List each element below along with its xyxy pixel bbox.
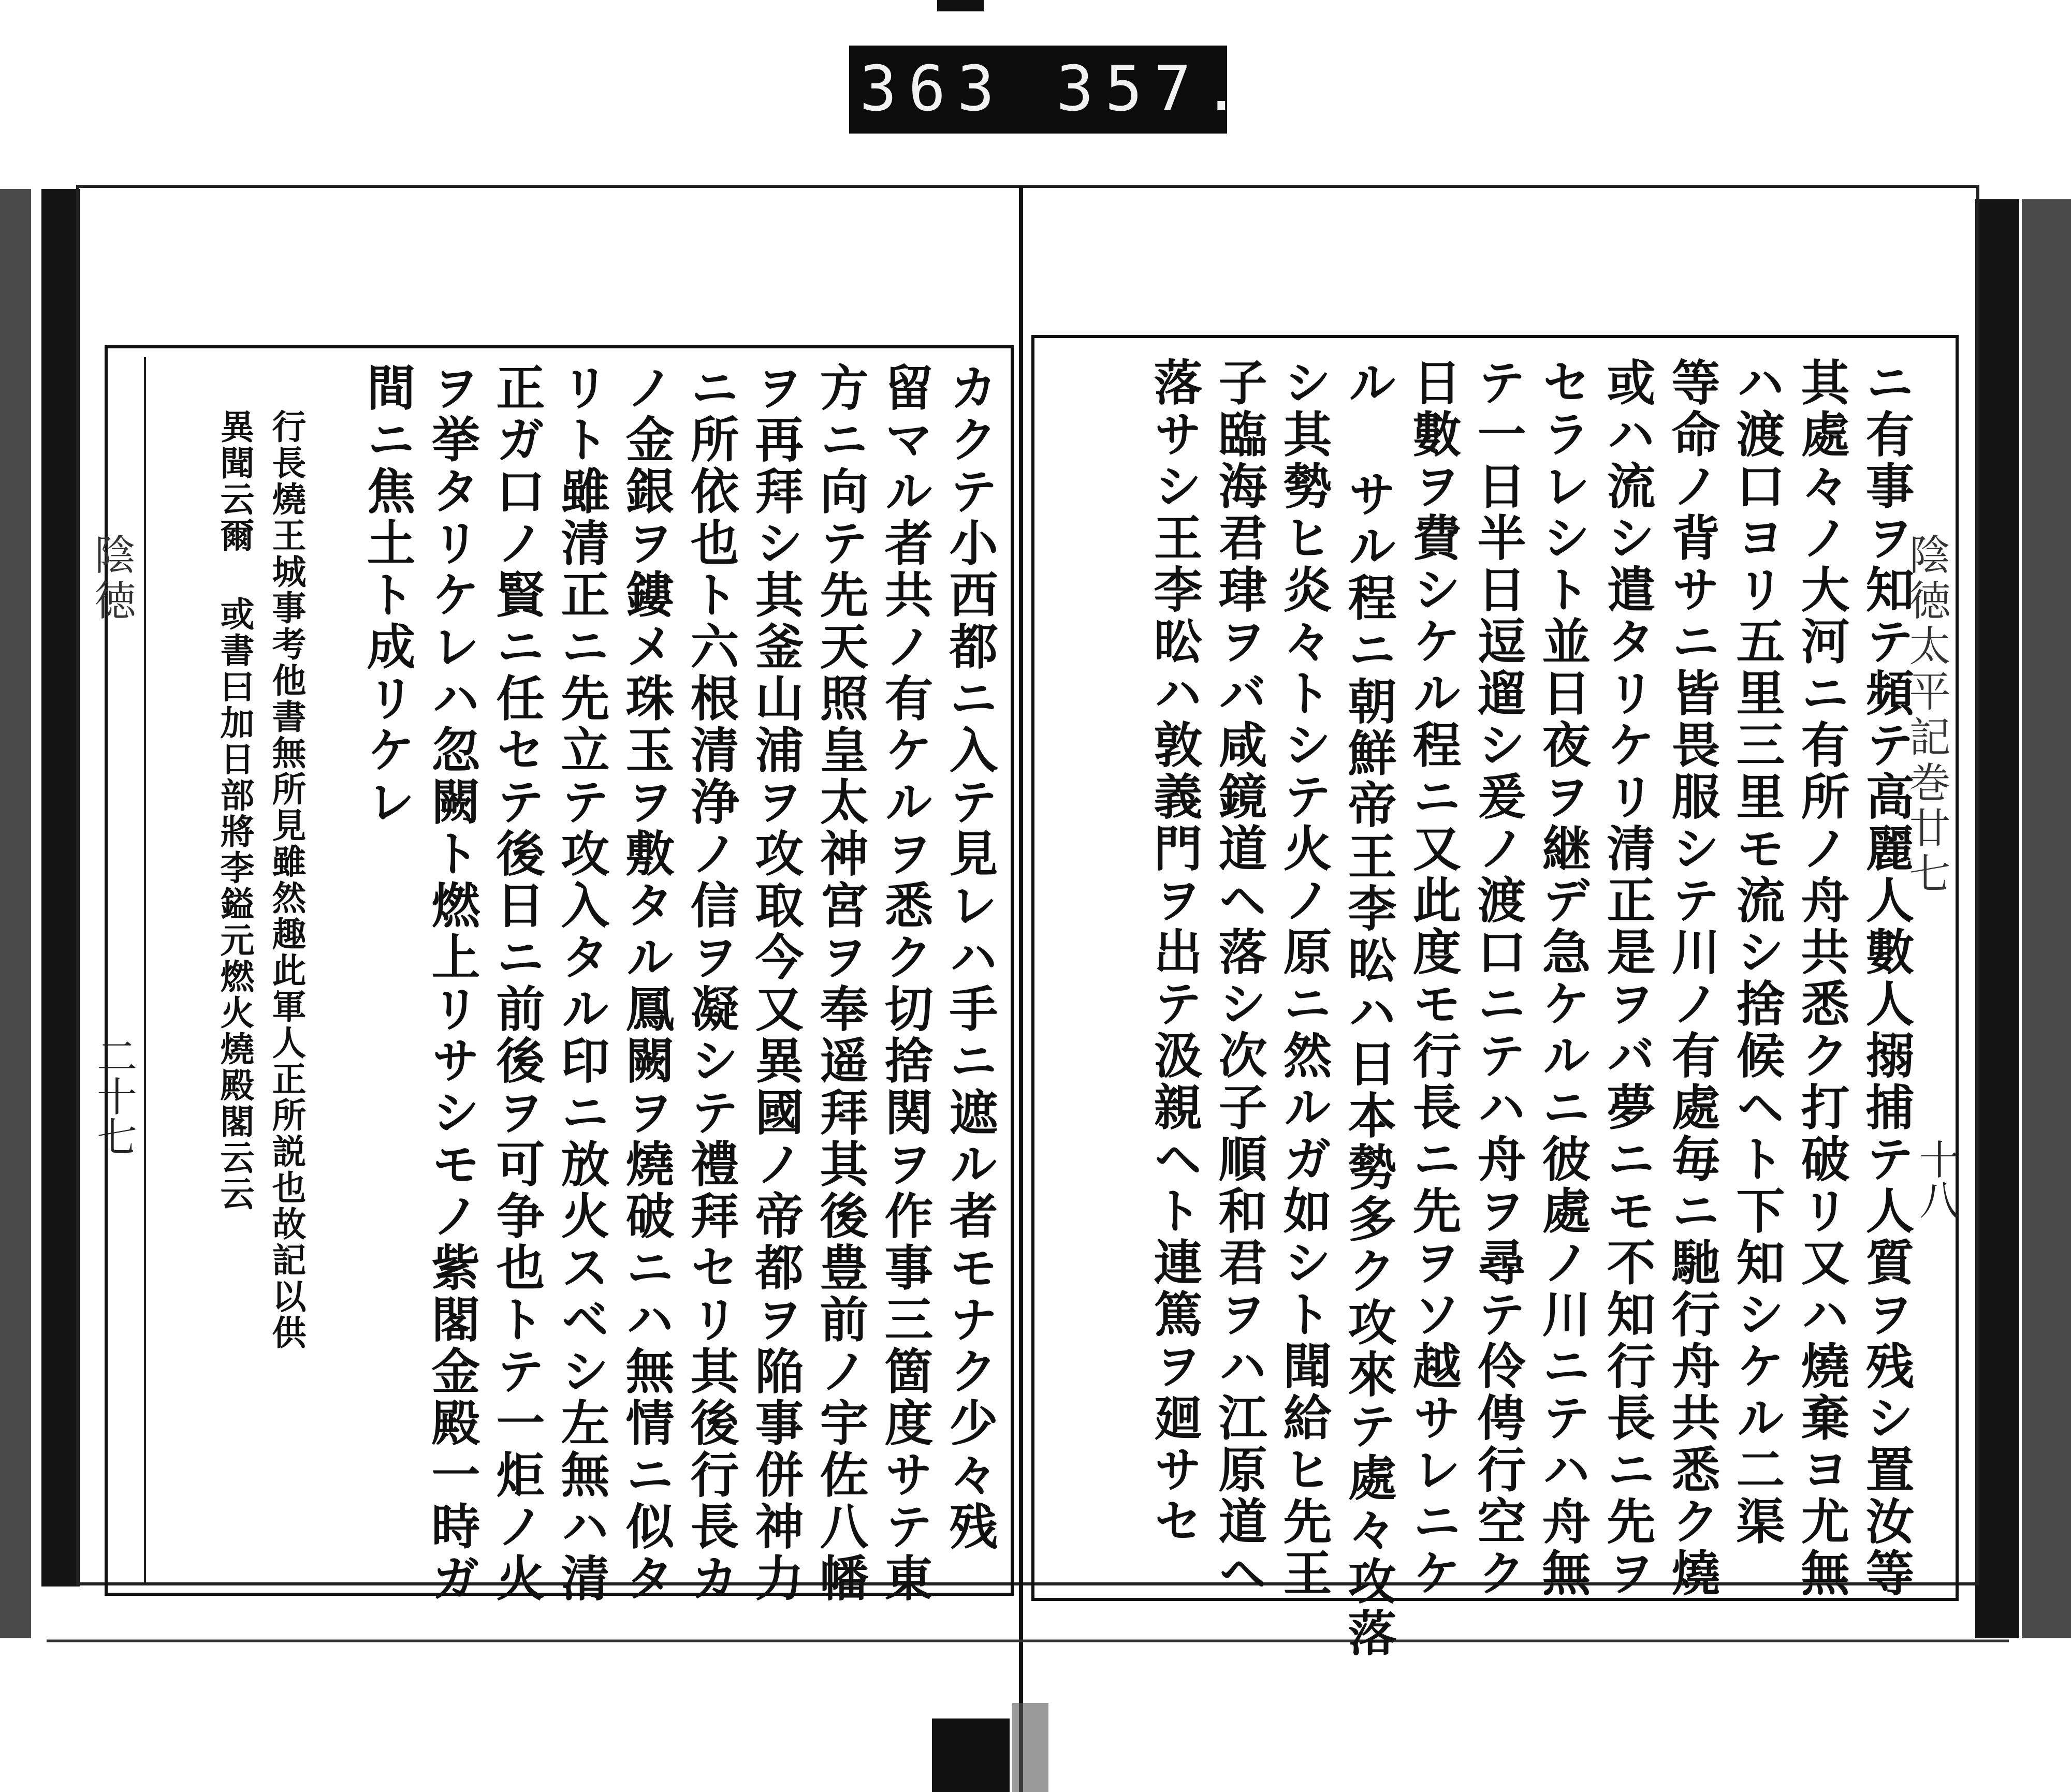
right-text-column: テ一日半日逗遛シ爰ノ渡口ニテハ舟ヲ尋テ伶俜行空ク [1469,357,1526,1599]
right-text-column: 或ハ流シ遣タリケリ清正是ヲバ夢ニモ不知行長ニ先ヲ [1598,357,1655,1599]
right-folio: 十八 [1913,1139,1959,1220]
catalog-number-left: 363 [859,53,1006,125]
left-text-column: カクテ小西都ニ入テ見レハ手ニ遮ル者モナク少々残 [941,362,998,1553]
left-running-header: 陰徳 [87,533,136,624]
left-text-column: リト雖清正ニ先立テ攻入タル印ニ放火スベシ左無ハ清 [552,362,609,1605]
right-text-column: 等命ノ背サニ皆畏服シテ川ノ有處毎ニ馳行舟共悉ク燒 [1663,357,1720,1599]
right-text-column: ニ有事ヲ知テ頻テ高麗人數人搦捕テ人質ヲ残シ置汝等 [1857,357,1914,1599]
annotation-column: 行長燒王城事考他書無所見雖然趣此軍人正所説也故記以供 [266,409,307,1351]
left-text-column: ヲ挙タリケレハ忽闕ト燃上リサシモノ紫閣金殿一時ガ [423,362,480,1605]
left-text-column: ヲ再拜シ其釜山浦ヲ攻取今又異國ノ帝都ヲ陥事併神力 [747,362,804,1605]
right-book-edge [1975,199,2019,1638]
left-text-column: ニ所依也ト六根清浄ノ信ヲ凝シテ禮拜セリ其後行長カ [682,362,739,1605]
catalog-number-right: 357. [1056,53,1251,125]
right-text-column: 子臨海君珒ヲバ咸鏡道ヘ落シ次子順和君ヲハ江原道ヘ [1210,357,1267,1599]
right-text-column: ル サル程ニ朝鮮帝王李昖ハ日本勢多ク攻來テ處々攻落 [1339,357,1396,1659]
right-text-column: 日數ヲ費シケル程ニ又此度モ行長ニ先ヲソ越サレニケ [1404,357,1461,1599]
left-folio: 二十七 [90,1035,137,1156]
left-text-column: 留マル者共ノ有ケルヲ悉ク切捨関ヲ作事三箇度サテ東 [876,362,933,1605]
right-text-column: シ其勢ヒ炎々トシテ火ノ原ニ然ルガ如シト聞給ヒ先王 [1275,357,1332,1599]
left-text-column: 正ガ口ノ賢ニ任セテ後日ニ前後ヲ可争也トテ一炬ノ火 [488,362,545,1605]
catalog-number-label [849,46,1251,134]
annotation-column: 異聞云爾 或書曰加日部將李鎰元燃火燒殿閣云云 [214,409,255,1212]
left-text-column: ノ金銀ヲ鏤メ珠玉ヲ敷タル鳳闕ヲ燒破ニハ無情ニ似タ [617,362,674,1605]
right-text-column: 其處々ノ大河ニ有所ノ舟共悉ク打破リ又ハ燒棄ヨ尤無 [1792,357,1849,1599]
left-book-edge [41,189,80,1587]
right-text-column: ハ渡口ヨリ五里三里モ流シ捨候ヘト下知シケル二渠 [1728,357,1785,1548]
right-text-column: 落サシ王李昖ハ敦義門ヲ出テ汲親ヘト連篤ヲ廻サセ [1145,357,1202,1548]
right-running-header: 陰徳太平記巻廿七 [1902,533,1950,898]
left-text-column: 方ニ向テ先天照皇太神宮ヲ奉遥拜其後豊前ノ宇佐八幡 [811,362,868,1605]
left-text-column: 間ニ焦土ト成リケレ [358,362,415,828]
right-text-column: セラレシト並日夜ヲ継デ急ケルニ彼處ノ川ニテハ舟無 [1534,357,1591,1599]
